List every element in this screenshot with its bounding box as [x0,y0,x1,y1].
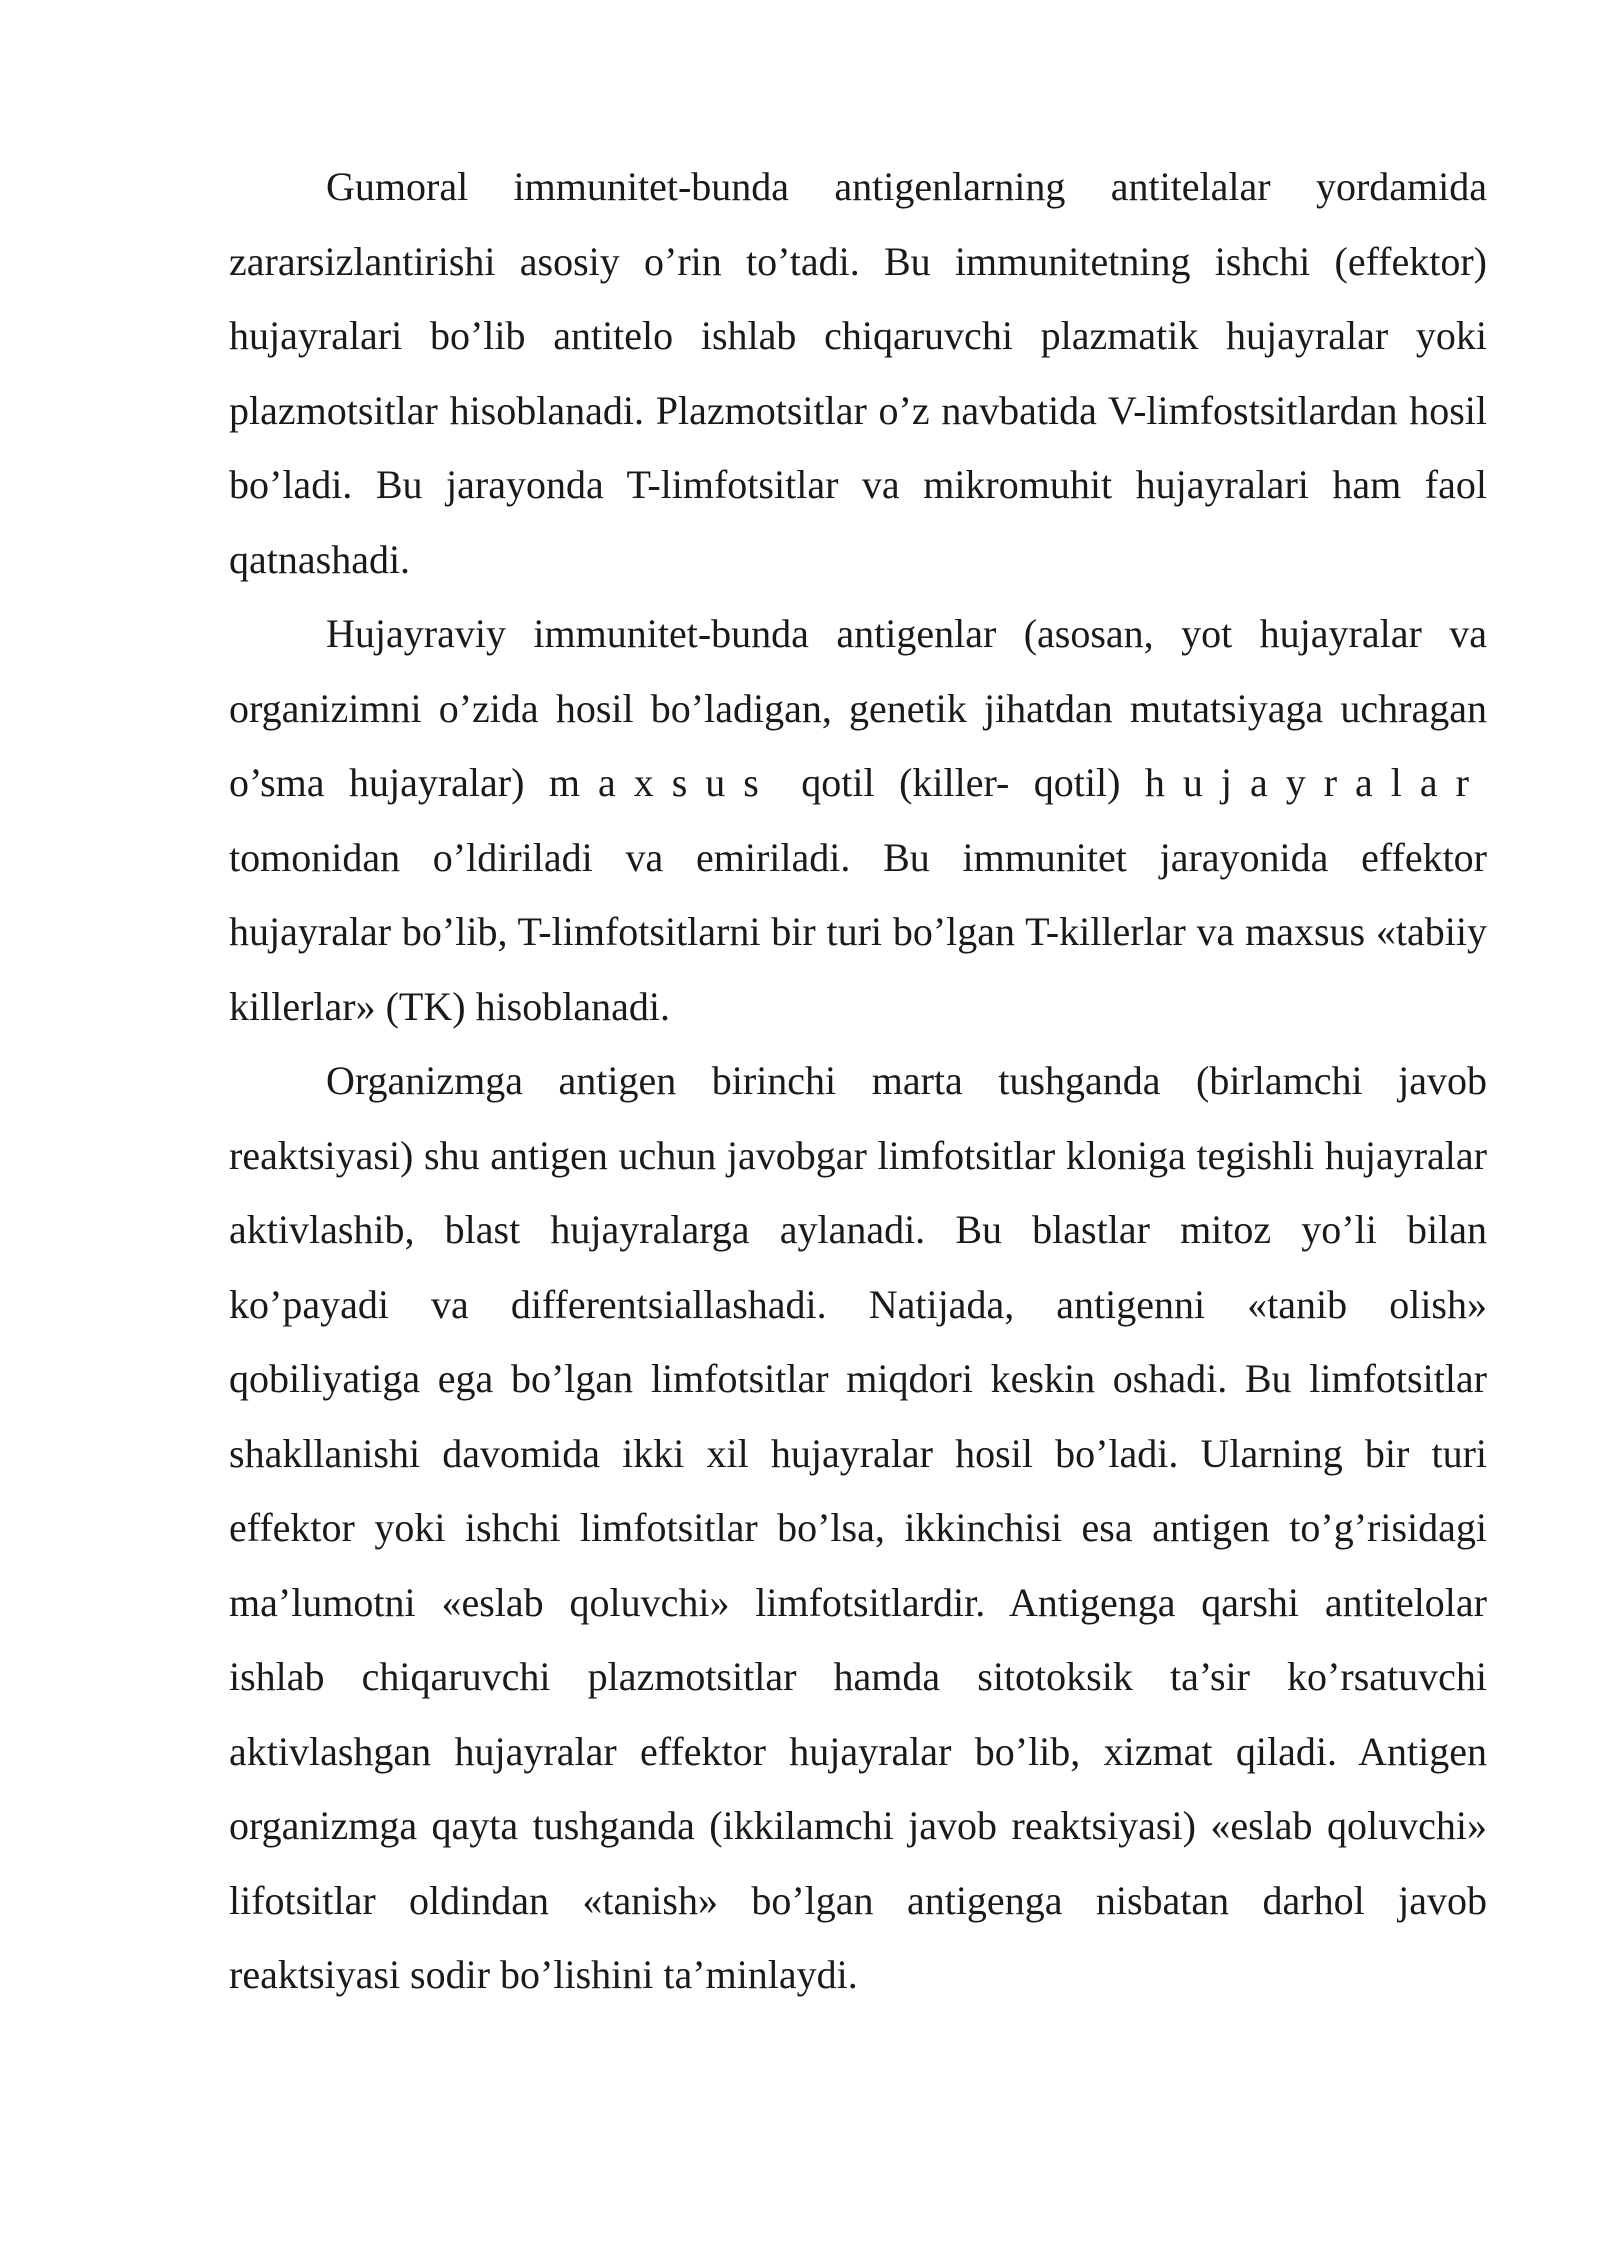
paragraph-text-part: qotil (killer- qotil) [776,760,1145,805]
paragraph-humoral-immunity: Gumoral immunitet-bunda antigenlarning antitelalar yordamida zararsizlantirishi asosiy o’rin to’tadi. Bu immunitetning ishchi (effektor) hujayralari bo’lib antitelo ishlab chiqaruvchi plazmatik hujayralar yoki plazmotsitlar hisoblanadi. Plazmotsitlar o’z navbatida V-limfostsitlardan hosil bo’ladi. Bu jarayonda T-limfotsitlar va mikromuhit hujayralari ham faol qatnashadi. [229,164,1487,582]
paragraph-text-part: Hujayraviy immunitet-bunda antigenlar (asosan, yot hujayralar va organizimni o’zida hosil bo’ladigan, genetik jihatdan mutatsiyaga uchragan o’sma hujayralar) [229,611,1487,805]
paragraph-cellular-immunity [229,597,1487,1044]
paragraph-primary-secondary-response: Organizmga antigen birinchi marta tushganda (birlamchi javob reaktsiyasi) shu antigen uchun javobgar limfotsitlar kloniga tegishli hujayralar aktivlashib, blast hujayralarga aylanadi. Bu blastlar mitoz yo’li bilan ko’payadi va differentsiallashadi. Natijada, antigenni «tanib olish» qobiliyatiga ega bo’lgan limfotsitlar miqdori keskin oshadi. Bu limfotsitlar shakllanishi davomida ikki xil hujayralar hosil bo’ladi. Ularning bir turi effektor yoki ishchi limfotsitlar bo’lsa, ikkinchisi esa antigen to’g’risidagi ma’lumotni «eslab qoluvchi» limfotsitlardir. Antigenga qarshi antitelolar ishlab chiqaruvchi plazmotsitlar hamda sitotoksik ta’sir ko’rsatuvchi aktivlashgan hujayralar effektor hujayralar bo’lib, xizmat qiladi. Antigen organizmga qayta tushganda (ikkilamchi javob reaktsiyasi) «eslab qoluvchi» lifotsitlar oldindan «tanish» bo’lgan antigenga nisbatan darhol javob reaktsiyasi sodir bo’lishini ta’minlaydi. [229,1058,1487,1997]
paragraph-text-part: tomonidan o’ldiriladi va emiriladi. Bu immunitet jarayonida effektor hujayralar bo’lib, T-limfotsitlarni bir turi bo’lgan T-killerlar va maxsus «tabiiy killerlar» (TK) hisoblanadi. [229,834,1487,1029]
document-body [229,150,1487,2013]
spaced-word-hujayralar: hujayralar [1144,760,1487,805]
spaced-word-maxsus: maxsus [548,760,777,805]
